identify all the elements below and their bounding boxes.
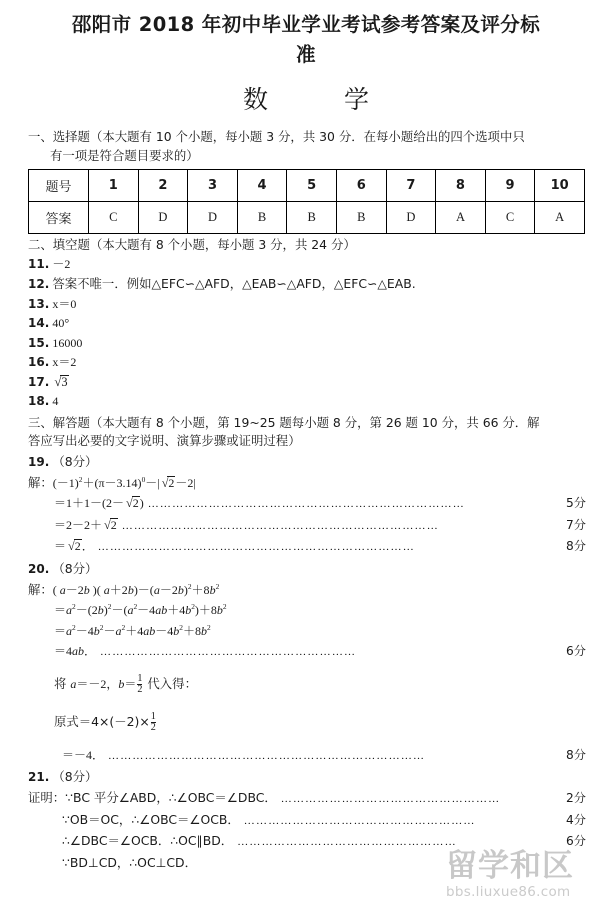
fill-blank-item [0,392,612,412]
fraction-numerator: 1 [150,710,156,722]
problem-21-step [0,810,612,832]
step-score: 7分 [566,517,586,532]
answer-cell: D [386,202,436,234]
section-3-heading-line2: 答应写出必要的文字说明、演算步骤或证明过程） [28,433,301,448]
question-number-cell: 2 [138,170,188,202]
section-3-heading-line1: 三、解答题（本大题有 8 个小题，第 19~25 题每小题 8 分，第 26 题 10 分，共 66 分．解 [28,414,540,430]
item-answer: x＝2 [52,355,77,369]
step-score: 5分 [566,496,586,510]
section-3-heading [0,412,612,451]
item-answer: －2 [52,256,71,271]
solution-body: 将 a＝－2，b＝ $\frac{1}{2}$ 代入得： [54,672,197,696]
problem-number: 20. [28,561,50,576]
fill-blank-item [0,295,612,315]
solution-body: ＝4ab． [54,644,97,658]
problem-19-statement [0,473,612,494]
step-score: 4分 [566,812,586,827]
solution-body: ＝ √2． [54,539,94,553]
fill-blank-item [0,373,612,393]
answer-cell: C [485,202,535,234]
item-number: 17. [28,374,50,389]
problem-19-step [0,493,612,515]
item-number: 12. [28,277,50,291]
multiple-choice-answer-table [28,169,585,234]
answer-table-wrapper [0,165,612,234]
problem-points: （8分） [52,560,98,576]
solve-label: 解： [28,581,53,597]
section-1-heading-line2: 有一项是符合题目要求的） [50,147,199,163]
question-number-cell: 8 [436,170,486,202]
dot-leader: ……………………………………………………… [100,646,357,658]
answer-cell: B [237,202,287,234]
question-number-cell: 10 [535,170,585,202]
solution-body: ＝2－2＋ √2 [54,517,117,532]
dot-leader: …………………………………………………………………… [147,498,465,510]
watermark-logo-text: 留学和区 [446,848,574,884]
solution-body: ∵BD⊥CD，∴OC⊥CD． [62,854,197,870]
dot-leader: ……………………………………………… [237,836,457,848]
solution-body: ＝－4． [62,747,105,762]
answer-cell: B [287,202,337,234]
item-number: 18. [28,394,50,408]
problem-number: 19. [28,454,50,469]
item-number: 16. [28,355,50,369]
item-answer: 16000 [52,335,83,350]
fill-blank-item [0,353,612,373]
item-number: 11. [28,256,50,271]
fraction-one-half [137,674,142,696]
answer-cell: D [138,202,188,234]
answer-cell: B [336,202,386,234]
step-score: 8分 [566,539,586,553]
question-number-cell: 1 [89,170,139,202]
substitute-prefix: 将 [54,675,71,691]
page-title-line2: 准 [296,43,316,66]
answer-cell: A [436,202,486,234]
solution-body: $=a^2-(2b)^2-(a^2-4ab+4b^2)+8b^2$ [54,602,227,617]
page-title [0,0,612,70]
subject-title: 数 学 [243,85,403,114]
section-1-heading [0,128,612,165]
item-answer: 4 [52,394,59,408]
solution-body: ＝1＋1－(2－ √2) [54,496,144,510]
problem-21-header [0,766,612,788]
section-2-heading: 二、填空题（本大题有 8 个小题，每小题 3 分，共 24 分） [28,237,356,252]
step-score: 2分 [566,791,586,805]
problem-21-step [0,788,612,810]
question-number-cell: 9 [485,170,535,202]
problem-21-step [0,853,612,874]
item-answer: 40° [52,316,70,330]
fill-blank-item [0,274,612,295]
step-score: 8分 [566,747,586,762]
problem-20-step [0,600,612,621]
problem-19-step [0,536,612,558]
question-number-cell: 4 [237,170,287,202]
proof-text: ∵BC 平分∠ABD，∴∠OBC＝∠DBC． [65,790,277,805]
fraction-denominator: 2 [137,684,143,696]
question-number-cell: 3 [188,170,238,202]
sqrt-icon: √3 [54,374,68,389]
table-row-answers [29,202,585,234]
item-number: 15. [28,335,50,350]
dot-leader: …………………………………………………………………… [97,541,415,553]
original-label: 原式＝4×(－2)× [54,713,150,729]
row-header-question: 题号 [29,170,89,202]
table-row-question-numbers [29,170,585,202]
solution-body: ∵OB＝OC，∴∠OBC＝∠OCB． [62,811,240,827]
problem-21-step [0,831,612,853]
answer-cell: A [535,202,585,234]
item-number: 13. [28,296,50,311]
problem-20-original-expression [0,699,612,737]
step-score: 6分 [566,834,586,848]
watermark-url: bbs.liuxue86.com [446,884,571,900]
page-title-line1: 邵阳市 2018 年初中毕业学业考试参考答案及评分标 [71,13,541,36]
problem-points: （8分） [52,769,98,784]
problem-20-step [0,621,612,642]
fraction-numerator: 1 [137,672,143,684]
question-number-cell: 5 [287,170,337,202]
solution-body [54,707,157,737]
question-number-cell: 6 [336,170,386,202]
problem-number: 21. [28,770,50,784]
problem-19-header [0,451,612,473]
solution-body: 解：( a－2b )( $a+2b)-(a-2b)^2+8b^2$ [28,581,220,597]
item-number: 14. [28,316,50,330]
solution-body [28,788,277,809]
problem-19-step [0,515,612,537]
dot-leader: ……………………………………………… [280,793,501,805]
dot-leader: ………………………………………………… [243,814,476,827]
solution-body: ∴∠DBC＝∠OCB．∴OC∥BD． [62,833,234,848]
answer-cell: C [89,202,139,234]
section-1-heading-line1: 一、选择题（本大题有 10 个小题，每小题 3 分，共 30 分．在每小题给出的四个选项中只 [28,129,525,144]
row-header-answer: 答案 [29,202,89,234]
fill-blank-item [0,314,612,334]
item-answer: 答案不唯一．例如△EFC∽△AFD，△EAB∽△AFD，△EFC∽△EAB. [52,276,416,291]
problem-20-step [0,641,612,663]
proof-label: 证明： [28,790,66,805]
problem-20-header [0,558,612,580]
substitute-suffix: 代入得： [143,675,197,691]
fill-blank-item [0,334,612,354]
fraction-denominator: 2 [150,722,156,734]
problem-20-final-step [0,737,612,767]
problem-20-substitution [0,663,612,699]
solution-body: $=a^2-4b^2-a^2+4ab-4b^2+8b^2$ [54,622,211,638]
solution-body: 解：$(-1)^2+(\pi-3.14)^0-|$ √2－2| [28,474,196,490]
dot-leader: …………………………………………………………………… [121,519,439,532]
item-answer: x＝0 [52,296,77,311]
dot-leader: …………………………………………………………………… [108,749,426,762]
fraction-one-half [151,712,156,734]
step-score: 6分 [566,644,586,658]
fill-blank-item [0,255,612,275]
solve-label: 解： [28,474,53,490]
answer-cell: D [188,202,238,234]
question-number-cell: 7 [386,170,436,202]
problem-points: （8分） [52,453,98,469]
problem-20-statement [0,580,612,601]
